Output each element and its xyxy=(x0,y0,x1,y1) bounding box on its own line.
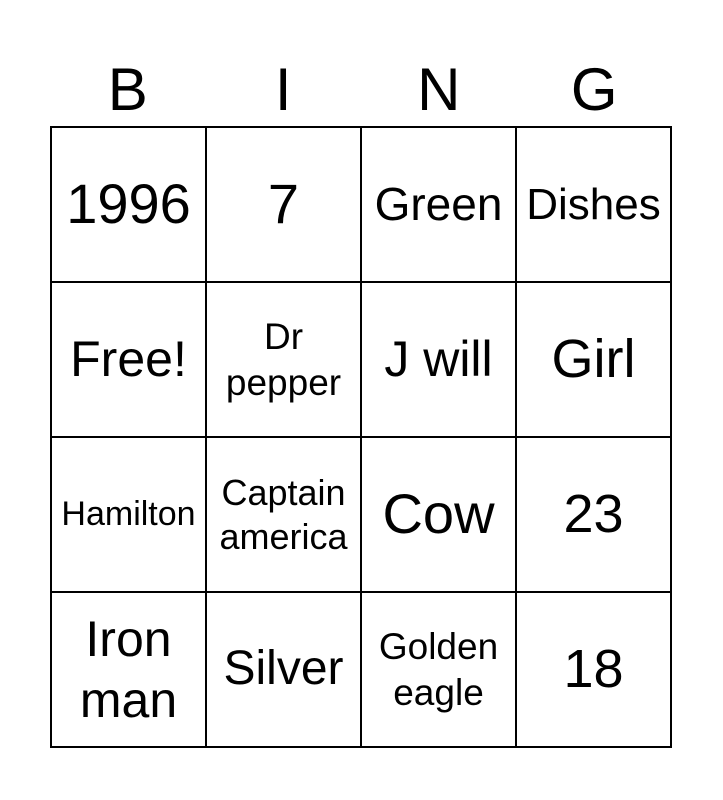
bingo-cell-r1c1[interactable]: 1996 xyxy=(51,127,206,282)
bingo-row xyxy=(51,127,671,282)
free-space-cell[interactable]: Free! xyxy=(51,282,206,437)
bingo-cell-r3c2[interactable]: Captain america xyxy=(206,437,361,592)
bingo-row xyxy=(51,437,671,592)
header-letter-g: G xyxy=(570,56,618,123)
bingo-cell-r1c3[interactable]: Green xyxy=(361,127,516,282)
bingo-grid xyxy=(50,126,672,748)
bingo-cell-r4c2[interactable]: Silver xyxy=(206,592,361,747)
bingo-cell-r3c3[interactable]: Cow xyxy=(361,437,516,592)
bingo-row xyxy=(51,592,671,747)
bingo-header xyxy=(50,0,672,123)
bingo-cell-r3c4[interactable]: 23 xyxy=(516,437,671,592)
bingo-cell-r4c3[interactable]: Golden eagle xyxy=(361,592,516,747)
bingo-cell-r1c2[interactable]: 7 xyxy=(206,127,361,282)
bingo-cell-r2c3[interactable]: J will xyxy=(361,282,516,437)
bingo-cell-r4c1[interactable]: Iron man xyxy=(51,592,206,747)
bingo-cell-r3c1[interactable]: Hamilton xyxy=(51,437,206,592)
header-letter-b: B xyxy=(107,56,148,123)
bingo-cell-r2c4[interactable]: Girl xyxy=(516,282,671,437)
bingo-cell-r4c4[interactable]: 18 xyxy=(516,592,671,747)
bingo-cell-r1c4[interactable]: Dishes xyxy=(516,127,671,282)
bingo-cell-r2c2[interactable]: Dr pepper xyxy=(206,282,361,437)
header-letter-i: I xyxy=(274,56,292,123)
header-letter-n: N xyxy=(417,56,461,123)
bingo-row xyxy=(51,282,671,437)
